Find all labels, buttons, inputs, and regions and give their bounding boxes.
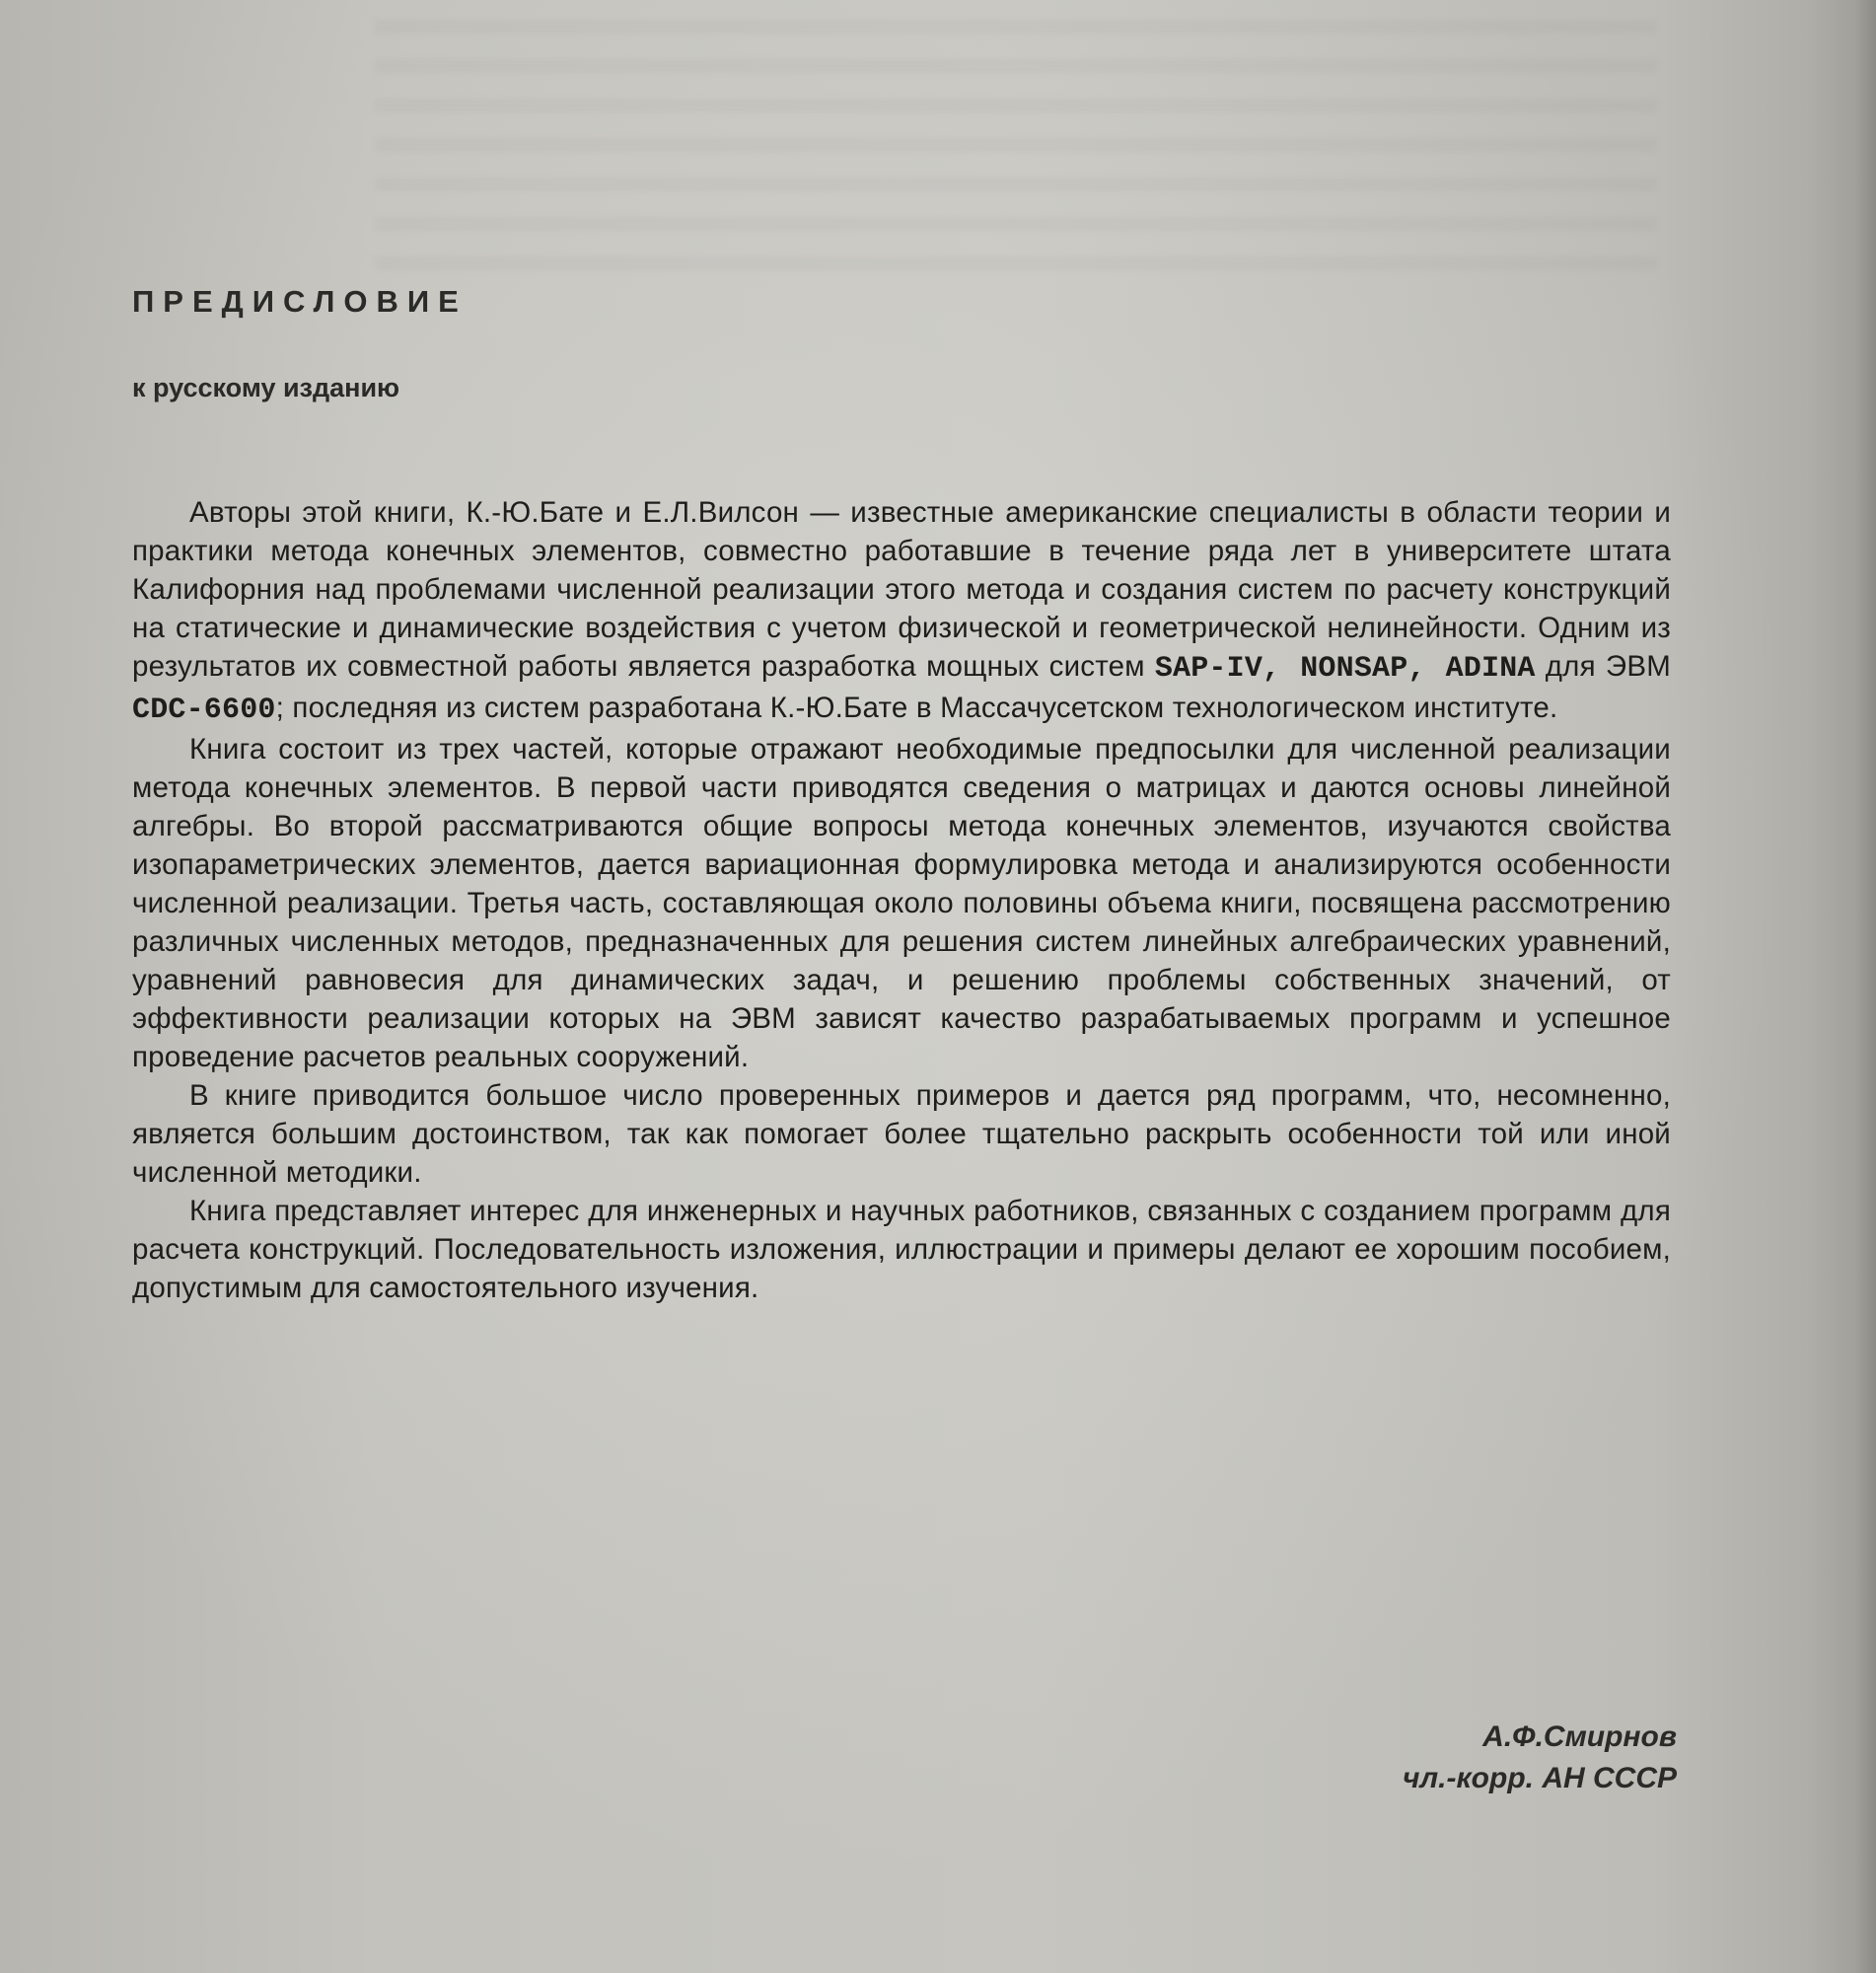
signature-name: А.Ф.Смирнов bbox=[1482, 1720, 1677, 1753]
software-systems-names: SAP-IV, NONSAP, ADINA bbox=[1154, 652, 1536, 686]
page-fold-shadow bbox=[1807, 0, 1876, 1973]
paragraph-2: Книга состоит из трех частей, которые отражают необходимые предпосылки для численной реализации метода конечных элементов. В первой части приводятся сведения о матрицах и даются основы линейной алгебры. Во второй рассматриваются общие вопросы метода конечных элементов, изучаются свойства изопараметрических элементов, дается вариационная формулировка метода и анализируются особенности численной реализации. Третья часть, составляющая около половины объема книги, посвящена рассмотрению различных численных методов, предназначенных для решения систем линейных алгебраических уравнений, уравнений равновесия для динамических задач, и решению проблемы собственных значений, от эффективности реализации которых на ЭВМ зависят качество разрабатываемых программ и успешное проведение расчетов реальных сооружений. bbox=[132, 733, 1671, 1073]
signature-title: чл.-корр. АН СССР bbox=[1403, 1762, 1677, 1794]
paragraph-1 bbox=[132, 493, 1671, 730]
signature-block bbox=[1403, 1717, 1677, 1799]
page-subheading: к русскому изданию bbox=[132, 373, 400, 402]
paragraph-1-text-c: ; последняя из систем разработана К.-Ю.Бате в Массачусетском технологическом институте. bbox=[275, 692, 1558, 724]
paragraph-4: Книга представляет интерес для инженерных и научных работников, связанных с созданием программ для расчета конструкций. Последовательность изложения, иллюстрации и примеры делают ее хорошим пособием, допустимым для самостоятельного изучения. bbox=[132, 1195, 1671, 1304]
paragraph-1-text-b: для ЭВМ bbox=[1545, 650, 1671, 683]
paragraph-1-text-a: Авторы этой книги, К.-Ю.Бате и Е.Л.Вилсон — известные американские специалисты в области теории и практики метода конечных элементов, совместно работавшие в течение ряда лет в университете штата Калифорния над проблемами численной реализации этого метода и создания систем по расчету конструкций на статические и динамические воздействия с учетом физической и геометрической нелинейности. Одним из результатов их совместной работы является разработка мощных систем bbox=[132, 496, 1671, 683]
show-through-text bbox=[375, 20, 1657, 276]
paragraph-3: В книге приводится большое число проверенных примеров и дается ряд программ, что, несомненно, является большим достоинством, так как помогает более тщательно раскрыть особенности той или иной численной методики. bbox=[132, 1079, 1671, 1189]
computer-model-name: CDC-6600 bbox=[132, 694, 276, 727]
preface-body bbox=[132, 493, 1671, 1307]
page-heading: ПРЕДИСЛОВИЕ bbox=[132, 284, 468, 319]
